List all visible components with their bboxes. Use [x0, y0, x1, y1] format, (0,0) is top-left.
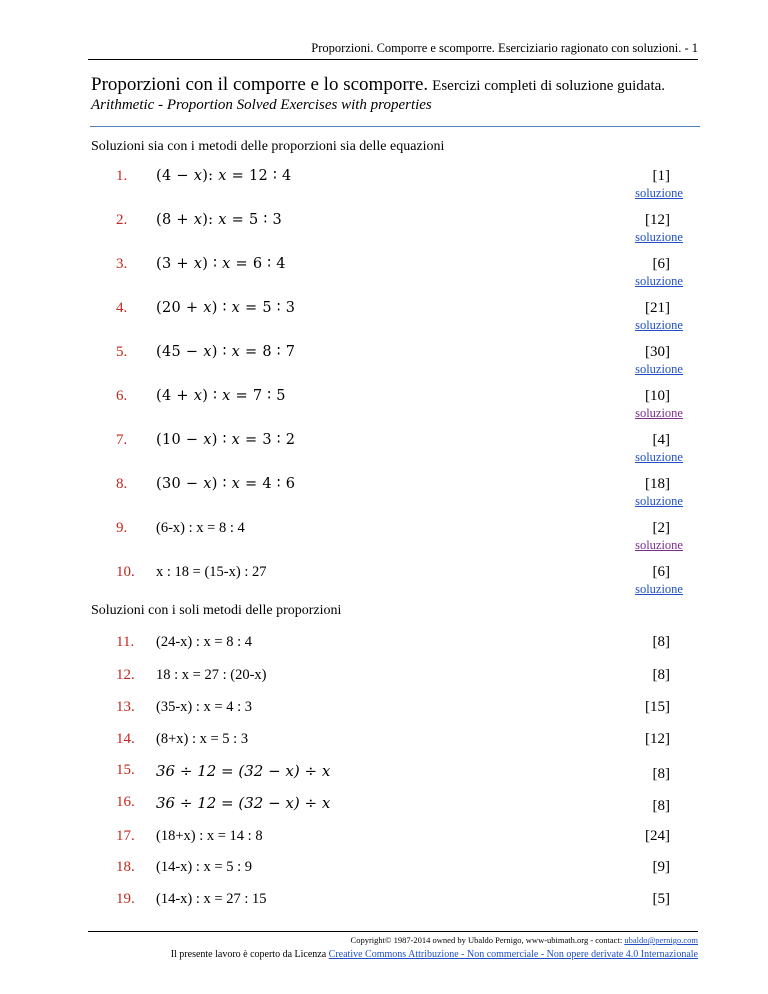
- exercise-row: [0, 699, 768, 729]
- solution-link[interactable]: soluzione: [635, 186, 683, 200]
- exercise-expression: x : 18 = (15-x) : 27: [156, 564, 267, 580]
- solution-link[interactable]: soluzione: [635, 274, 683, 288]
- exercise-number: 2.: [116, 212, 128, 228]
- document-title: [91, 74, 665, 96]
- exercise-number: 9.: [116, 520, 128, 536]
- exercise-row: [0, 794, 768, 824]
- exercise-answer: [6]: [652, 256, 670, 272]
- footer-divider: [88, 931, 698, 932]
- exercise-expression: (10 − 𝑥) ∶ 𝑥 = 3 ∶ 2: [156, 432, 296, 448]
- header-divider: [88, 59, 698, 60]
- exercise-row: [0, 762, 768, 792]
- exercise-number: 3.: [116, 256, 128, 272]
- exercise-number: 10.: [116, 564, 135, 580]
- solution-link[interactable]: soluzione: [635, 362, 683, 376]
- exercise-number: 8.: [116, 476, 128, 492]
- exercise-answer: [9]: [652, 859, 670, 875]
- exercise-number: 5.: [116, 344, 128, 360]
- document-subtitle: Arithmetic - Proportion Solved Exercises with properties: [91, 97, 432, 113]
- exercise-expression: (8+x) : x = 5 : 3: [156, 731, 249, 747]
- exercise-row: [0, 432, 768, 462]
- section-heading-proportions: Soluzioni con i soli metodi delle proporzioni: [91, 603, 342, 618]
- exercise-row: [0, 859, 768, 889]
- license-text: Il presente lavoro è coperto da Licenza: [170, 949, 329, 960]
- exercise-expression: (20 + 𝑥) ∶ 𝑥 = 5 ∶ 3: [156, 300, 296, 316]
- exercise-row: [0, 300, 768, 330]
- solution-link[interactable]: soluzione: [635, 450, 683, 464]
- exercise-expression: (14-x) : x = 27 : 15: [156, 891, 267, 907]
- exercise-row: [0, 731, 768, 761]
- exercise-expression: (45 − 𝑥) ∶ 𝑥 = 8 ∶ 7: [156, 344, 296, 360]
- exercise-answer: [1]: [652, 168, 670, 184]
- title-description: Esercizi completi di soluzione guidata.: [432, 78, 666, 94]
- exercise-answer: [6]: [652, 564, 670, 580]
- title-main: Proporzioni con il comporre e lo scomporre.: [91, 74, 429, 95]
- license-link[interactable]: Creative Commons Attribuzione - Non commerciale - Non opere derivate 4.0 Internazionale: [328, 949, 698, 960]
- exercise-row: [0, 564, 768, 594]
- exercise-number: 11.: [116, 634, 135, 650]
- exercise-answer: [8]: [652, 667, 670, 683]
- copyright-text: Copyright© 1987-2014 owned by Ubaldo Pernigo, www-ubimath.org - contact:: [350, 935, 625, 945]
- solution-link[interactable]: soluzione: [635, 538, 683, 552]
- contact-email-link[interactable]: ubaldo@pernigo.com: [624, 935, 698, 945]
- exercise-number: 13.: [116, 699, 135, 715]
- exercise-answer: [2]: [652, 520, 670, 536]
- exercise-answer: [8]: [652, 634, 670, 650]
- exercise-answer: [8]: [652, 798, 670, 814]
- exercise-expression: 36 ÷ 12 = (32 − x) ÷ x: [156, 794, 331, 812]
- exercise-row: [0, 891, 768, 921]
- exercise-row: [0, 212, 768, 242]
- exercise-expression: (6-x) : x = 8 : 4: [156, 520, 245, 536]
- exercise-expression: (14-x) : x = 5 : 9: [156, 859, 252, 875]
- exercise-row: [0, 168, 768, 198]
- exercise-expression: (8 + 𝑥): 𝑥 = 5 ∶ 3: [156, 212, 282, 228]
- exercise-number: 7.: [116, 432, 128, 448]
- exercise-answer: [4]: [652, 432, 670, 448]
- exercise-expression: 18 : x = 27 : (20-x): [156, 667, 267, 683]
- exercise-row: [0, 256, 768, 286]
- exercise-answer: [8]: [652, 766, 670, 782]
- running-header: Proporzioni. Comporre e scomporre. Eserciziario ragionato con soluzioni. - 1: [311, 41, 698, 55]
- exercise-number: 16.: [116, 794, 135, 810]
- solution-link[interactable]: soluzione: [635, 494, 683, 508]
- exercise-number: 12.: [116, 667, 135, 683]
- section-heading-equations: Soluzioni sia con i metodi delle proporzioni sia delle equazioni: [91, 139, 445, 154]
- exercise-row: [0, 344, 768, 374]
- title-divider: [90, 126, 700, 127]
- exercise-number: 1.: [116, 168, 128, 184]
- exercise-expression: 36 ÷ 12 = (32 − x) ÷ x: [156, 762, 331, 780]
- exercise-number: 18.: [116, 859, 135, 875]
- exercise-row: [0, 476, 768, 506]
- exercise-answer: [30]: [645, 344, 670, 360]
- exercise-answer: [12]: [645, 731, 670, 747]
- exercise-row: [0, 634, 768, 664]
- exercise-number: 15.: [116, 762, 135, 778]
- exercise-expression: (4 − 𝑥): 𝑥 = 12 ∶ 4: [156, 168, 292, 184]
- footer-license: [171, 949, 698, 960]
- exercise-number: 17.: [116, 828, 135, 844]
- exercise-expression: (3 + 𝑥) ∶ 𝑥 = 6 ∶ 4: [156, 256, 286, 272]
- exercise-number: 19.: [116, 891, 135, 907]
- exercise-number: 6.: [116, 388, 128, 404]
- exercise-answer: [5]: [652, 891, 670, 907]
- exercise-number: 4.: [116, 300, 128, 316]
- exercise-row: [0, 520, 768, 550]
- exercise-expression: (35-x) : x = 4 : 3: [156, 699, 252, 715]
- exercise-answer: [21]: [645, 300, 670, 316]
- exercise-row: [0, 828, 768, 858]
- solution-link[interactable]: soluzione: [635, 230, 683, 244]
- exercise-expression: (18+x) : x = 14 : 8: [156, 828, 263, 844]
- exercise-number: 14.: [116, 731, 135, 747]
- exercise-answer: [15]: [645, 699, 670, 715]
- footer-copyright: [351, 935, 698, 945]
- solution-link[interactable]: soluzione: [635, 582, 683, 596]
- exercise-expression: (4 + 𝑥) ∶ 𝑥 = 7 ∶ 5: [156, 388, 286, 404]
- exercise-expression: (30 − 𝑥) ∶ 𝑥 = 4 ∶ 6: [156, 476, 296, 492]
- solution-link[interactable]: soluzione: [635, 318, 683, 332]
- exercise-row: [0, 388, 768, 418]
- exercise-answer: [10]: [645, 388, 670, 404]
- exercise-expression: (24-x) : x = 8 : 4: [156, 634, 252, 650]
- solution-link[interactable]: soluzione: [635, 406, 683, 420]
- exercise-answer: [12]: [645, 212, 670, 228]
- exercise-answer: [18]: [645, 476, 670, 492]
- exercise-row: [0, 667, 768, 697]
- exercise-answer: [24]: [645, 828, 670, 844]
